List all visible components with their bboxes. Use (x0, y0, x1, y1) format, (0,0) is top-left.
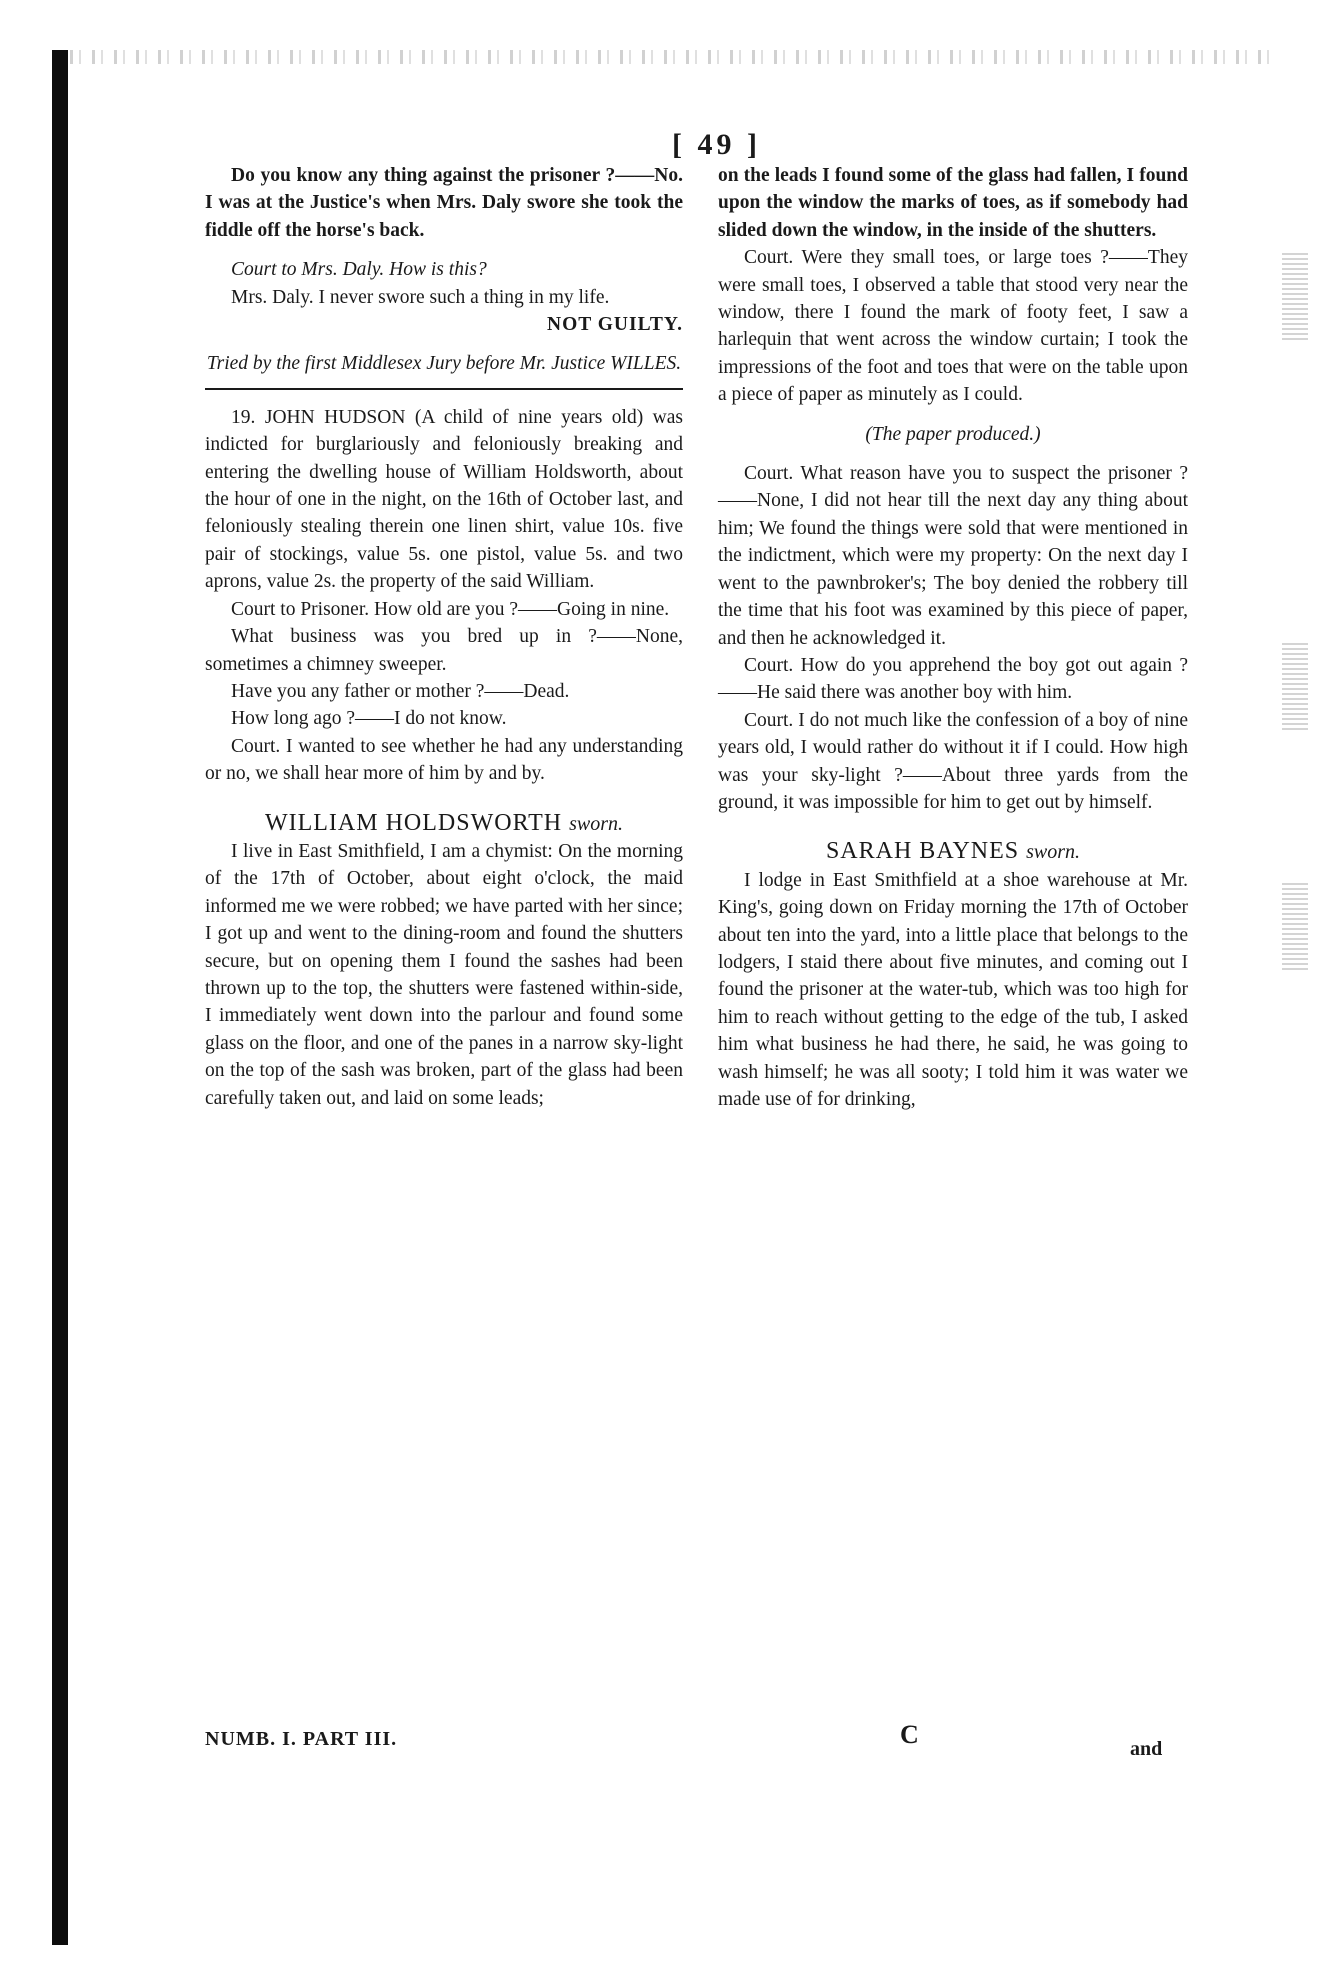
signature-line: NUMB. I. PART III. (205, 1728, 398, 1750)
court-question: Court. Were they small toes, or large toes ?——They were small toes, I observed a table that stood very near the window, there I found the mark of footy feet, I saw a harlequin that went across the window curtain; I took the impressions of the foot and toes that were on the table upon a piece of paper as minutely as I could. (718, 247, 1188, 406)
paper-produced-text: (The paper produced.) (865, 423, 1041, 445)
verdict: NOT GUILTY. (546, 314, 683, 336)
qa-line: Have you any father or mother ?——Dead. (231, 680, 570, 702)
edge-mark (1282, 640, 1308, 730)
question-paragraph: Do you know any thing against the prisoner ?——No. I was at the Justice's when Mrs. Daly swore she took the fiddle off the horse's back. (205, 165, 683, 241)
edge-mark (1282, 250, 1308, 340)
tried-by-text: Tried by the first Middlesex Jury before Mr. Justice WILLES. (206, 353, 682, 375)
paper-produced (718, 421, 1188, 448)
qa-line: Court. I wanted to see whether he had any understanding or no, we shall hear more of him by and by. (205, 735, 683, 785)
continuation-paragraph: on the leads I found some of the glass had fallen, I found upon the window the marks of toes, as if somebody had slided down the window, in the inside of the shutters. (718, 165, 1188, 241)
binding-edge (52, 50, 68, 1945)
witness-name: WILLIAM HOLDSWORTH (264, 809, 563, 836)
bleed-through-top (70, 50, 1280, 64)
case-intro: 19. JOHN HUDSON (A child of nine years old) was indicted for burglariously and feloniously breaking and entering the dwelling house of William Holdsworth, about the hour of one in the night, on the 16th of October last, and feloniously stealing therein one linen shirt, value 10s. five pair of stockings, value 5s. one pistol, value 5s. and two aprons, value 2s. the property of the said William. (205, 406, 683, 593)
witness-heading (718, 838, 1188, 866)
witness-testimony: I live in East Smithfield, I am a chymist: On the morning of the 17th of October, about eight o'clock, the maid informed me we were robbed; we have parted with her since; I got up and went to the dining-room and found the shutters secure, but on opening them I found the sashes had been thrown up to the top, the shutters were fastened within-side, I immediately went down into the parlour and found some glass on the floor, and one of the panes in a narrow sky-light on the top of the sash was broken, part of the glass had been carefully taken out, and laid on some leads; (205, 840, 683, 1109)
court-question: Court. How do you apprehend the boy got out again ?——He said there was another boy with him. (718, 654, 1188, 704)
sworn-label: sworn. (569, 812, 624, 835)
witness-heading (205, 810, 683, 838)
witness-name: SARAH BAYNES (825, 838, 1020, 865)
qa-line: Court to Prisoner. How old are you ?——Going in nine. (231, 598, 670, 620)
qa-line: What business was you bred up in ?——None, sometimes a chimney sweeper. (205, 626, 683, 675)
court-question-text: Court to Mrs. Daly. How is this? (231, 259, 487, 281)
tried-by-line (205, 350, 683, 377)
left-column (205, 162, 683, 1112)
catchword: and (1130, 1738, 1163, 1760)
sworn-label: sworn. (1026, 841, 1081, 864)
edge-mark (1282, 880, 1308, 970)
court-question (205, 256, 683, 283)
signature-letter: C (900, 1720, 919, 1749)
witness-testimony: I lodge in East Smithfield at a shoe warehouse at Mr. King's, going down on Friday morning the 17th of October about ten into the yard, into a little place that belongs to the lodgers, I staid there about five minutes, and coming out I found the prisoner at the water-tub, which was too high for him to reach without getting to the edge of the tub, I asked him what business he had there, he said, he was going to wash himself; he was all sooty; I told him it was water we made use of for drinking, (718, 869, 1188, 1110)
qa-line: How long ago ?——I do not know. (231, 708, 507, 730)
court-remark: Court. I do not much like the confession of a boy of nine years old, I would rather do without it if I could. How high was your sky-light ?——About three yards from the ground, it was impossible for him to get out by himself. (718, 709, 1188, 813)
section-rule (205, 388, 683, 390)
court-question: Court. What reason have you to suspect the prisoner ?——None, I did not hear till the next day any thing about him; We found the things were sold that were mentioned in the indictment, which were my property: On the next day I went to the pawnbroker's; The boy denied the robbery till the time that his foot was examined by this piece of paper, and then he acknowledged it. (718, 463, 1188, 649)
right-column (718, 162, 1188, 1113)
daly-reply: Mrs. Daly. I never swore such a thing in my life. (231, 286, 610, 308)
page-number: [ 49 ] (672, 128, 761, 161)
